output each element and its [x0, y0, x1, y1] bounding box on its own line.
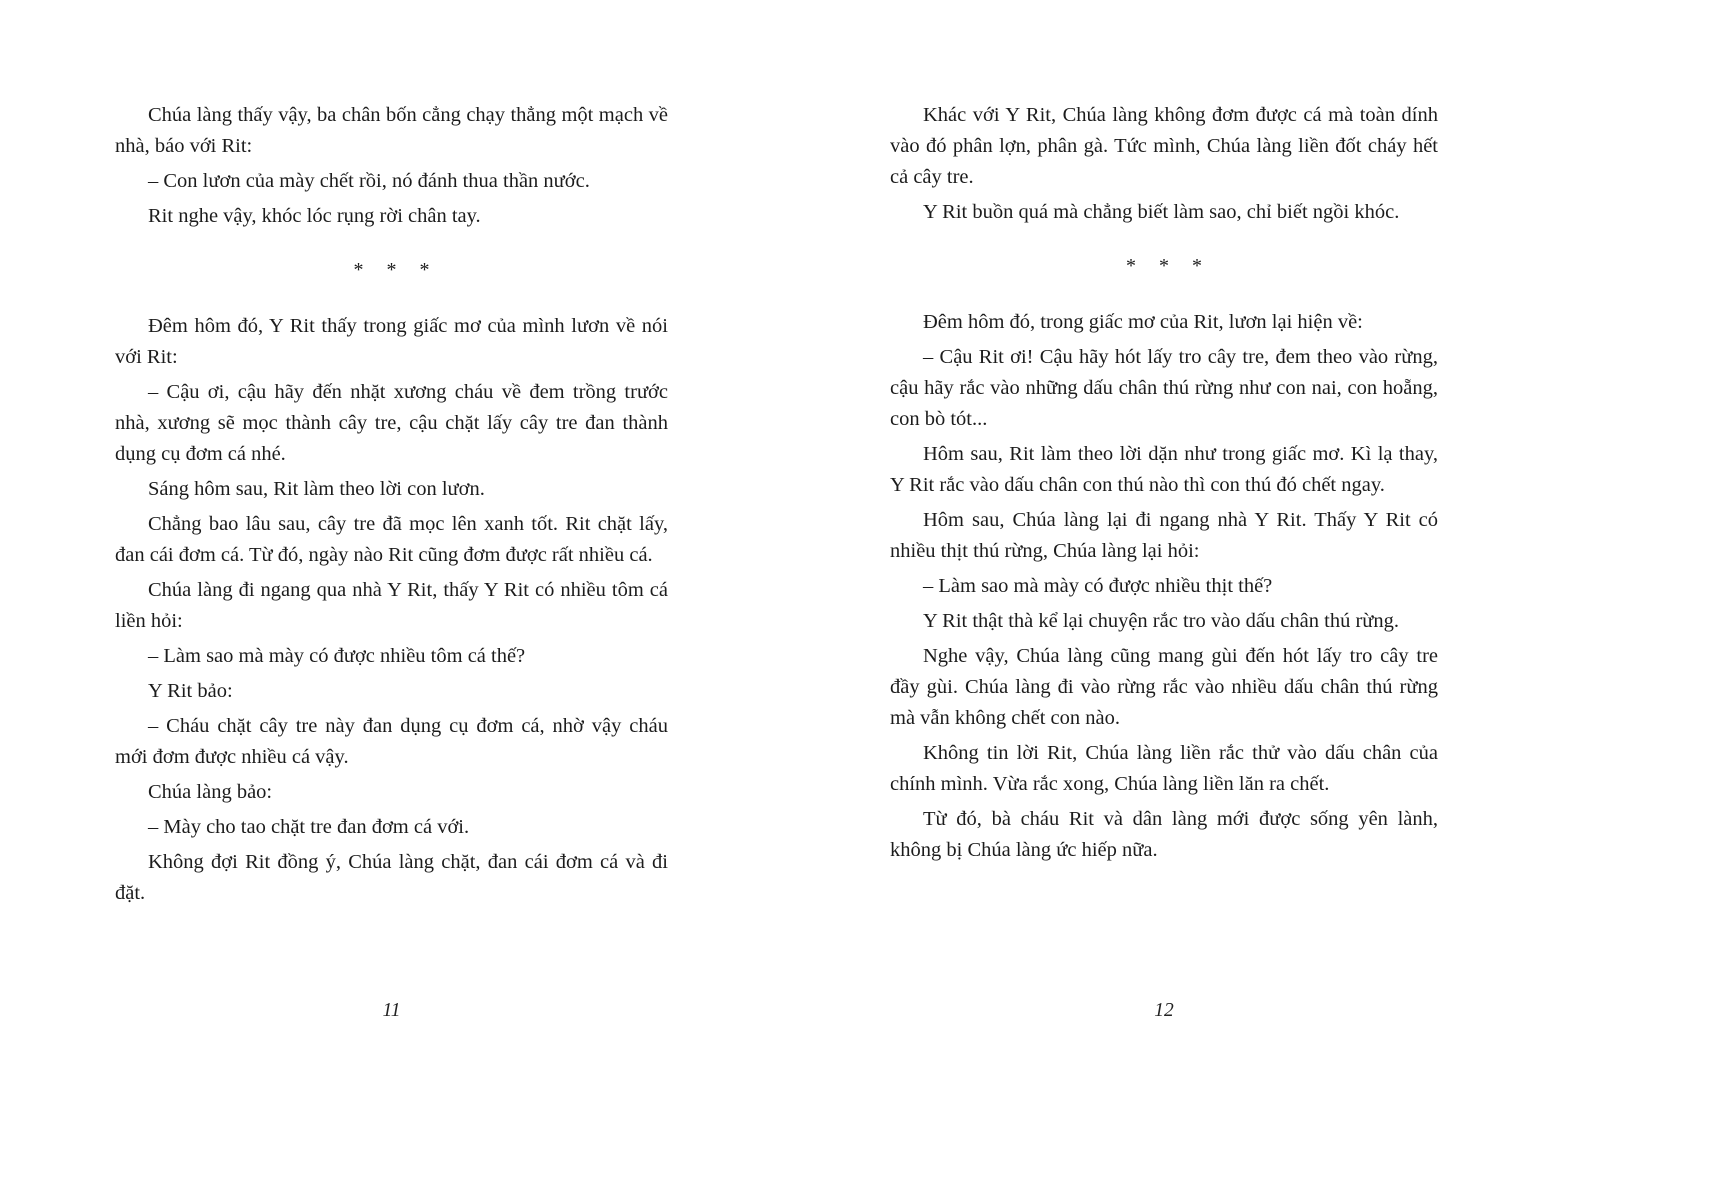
paragraph: Không đợi Rit đồng ý, Chúa làng chặt, đan cái đơm cá và đi đặt. [115, 851, 668, 904]
paragraph: Chúa làng đi ngang qua nhà Y Rit, thấy Y Rit có nhiều tôm cá liền hỏi: [115, 579, 668, 632]
paragraph: – Con lươn của mày chết rồi, nó đánh thua thần nước. [148, 170, 590, 192]
paragraph: Không tin lời Rit, Chúa làng liền rắc thử vào dấu chân của chính mình. Vừa rắc xong, Chúa làng liền lăn ra chết. [890, 742, 1438, 795]
paragraph: Y Rit buồn quá mà chẳng biết làm sao, chỉ biết ngồi khóc. [923, 201, 1400, 223]
paragraph: – Cậu Rit ơi! Cậu hãy hót lấy tro cây tre, đem theo vào rừng, cậu hãy rắc vào những dấu chân thú rừng như con nai, con hoẵng, con bò tót... [890, 346, 1438, 430]
paragraph: Khác với Y Rit, Chúa làng không đơm được cá mà toàn dính vào đó phân lợn, phân gà. Tức mình, Chúa làng liền đốt cháy hết cả cây tre. [890, 104, 1438, 188]
page-11 [115, 0, 668, 1184]
page-number-left: 11 [382, 1000, 401, 1021]
paragraph: Y Rit bảo: [148, 680, 233, 702]
paragraph: Chẳng bao lâu sau, cây tre đã mọc lên xanh tốt. Rit chặt lấy, đan cái đơm cá. Từ đó, ngày nào Rit cũng đơm được rất nhiều cá. [115, 513, 668, 566]
paragraph: Y Rit thật thà kể lại chuyện rắc tro vào dấu chân thú rừng. [923, 610, 1400, 632]
paragraph: – Cháu chặt cây tre này đan dụng cụ đơm cá, nhờ vậy cháu mới đơm được nhiều cá vậy. [115, 715, 668, 768]
page-11-text [115, 100, 668, 913]
paragraph: Hôm sau, Rit làm theo lời dặn như trong giấc mơ. Kì lạ thay, Y Rit rắc vào dấu chân con thú nào thì con thú đó chết ngay. [890, 443, 1438, 496]
paragraph: – Mày cho tao chặt tre đan đơm cá với. [148, 816, 470, 838]
paragraph: – Làm sao mà mày có được nhiều thịt thế? [923, 575, 1273, 597]
page-12 [890, 0, 1438, 1184]
page-number-right: 12 [1154, 1000, 1174, 1021]
paragraph: Sáng hôm sau, Rit làm theo lời con lươn. [148, 478, 485, 500]
paragraph: Chúa làng thấy vậy, ba chân bốn cẳng chạy thẳng một mạch về nhà, báo với Rit: [115, 104, 668, 157]
paragraph: Từ đó, bà cháu Rit và dân làng mới được sống yên lành, không bị Chúa làng ức hiếp nữa. [890, 808, 1438, 861]
paragraph: Đêm hôm đó, Y Rit thấy trong giấc mơ của mình lươn về nói với Rit: [115, 315, 668, 368]
paragraph: Chúa làng bảo: [148, 781, 273, 803]
paragraph: Đêm hôm đó, trong giấc mơ của Rit, lươn lại hiện về: [923, 311, 1363, 333]
section-separator: * * * [353, 259, 430, 281]
paragraph: Hôm sau, Chúa làng lại đi ngang nhà Y Rit. Thấy Y Rit có nhiều thịt thú rừng, Chúa làng lại hỏi: [890, 509, 1438, 562]
paragraph: – Làm sao mà mày có được nhiều tôm cá thế? [148, 645, 526, 667]
paragraph: Nghe vậy, Chúa làng cũng mang gùi đến hót lấy tro cây tre đầy gùi. Chúa làng đi vào rừng rắc vào nhiều dấu chân thú rừng mà vẫn không chết con nào. [890, 645, 1438, 729]
section-separator: * * * [1126, 255, 1202, 277]
paragraph: Rit nghe vậy, khóc lóc rụng rời chân tay. [148, 205, 481, 227]
page-12-text [890, 100, 1438, 870]
paragraph: – Cậu ơi, cậu hãy đến nhặt xương cháu về đem trồng trước nhà, xương sẽ mọc thành cây tre, cậu chặt lấy cây tre đan thành dụng cụ đơm cá nhé. [115, 381, 668, 465]
